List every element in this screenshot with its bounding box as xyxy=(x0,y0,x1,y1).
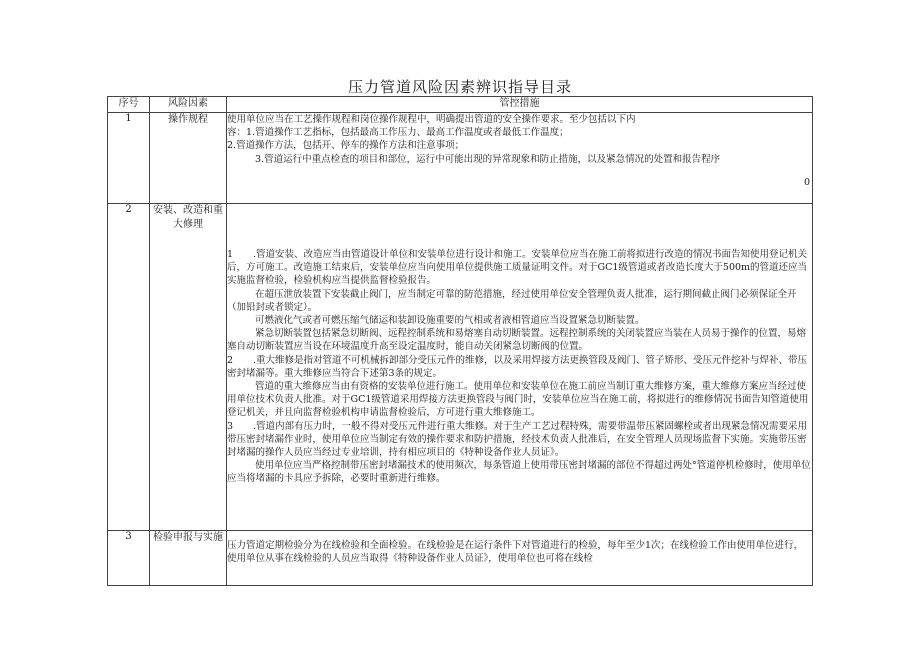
measure-item xyxy=(227,354,812,380)
row-measures xyxy=(227,204,813,531)
measure-line: .重大维修是指对管道不可机械拆卸部分受压元件的维修，以及采用焊接方法更换管段及阀门、管子矫形、受压元件挖补与焊补、带压密封堵漏等。重大维修应当符合下述第3条的规定。 xyxy=(227,354,808,379)
risk-table xyxy=(107,96,813,586)
table-row xyxy=(108,113,813,204)
measure-line: 在超压泄放装置下安装截止阀门，应当制定可靠的防范措施，经过使用单位安全管理负责人批准，运行期间截止阀门必须保证全开（加铅封或者锁定）。 xyxy=(227,288,797,313)
row-seq: 3 xyxy=(108,531,150,586)
row-seq: 1 xyxy=(108,113,150,204)
header-seq: 序号 xyxy=(108,97,150,113)
measure-line: 容：1.管道操作工艺指标，包括最高工作压力、最高工作温度或者最低工作温度； xyxy=(227,127,569,139)
measure-line: .管道安装、改造应当由管道设计单位和安装单位进行设计和施工。安装单位应当在施工前将拟进行改造的情况书面告知使用登记机关后，方可施工。改造施工结束后，安装单位应当向使用单位提供施工质量证明文件。对于GC1级管道或者改造长度大于500m的管道还应当实施监督检验，检验机构应当提供监督检验报告。 xyxy=(227,249,808,287)
measure-line: 使用单位应当严格控制带压密封堵漏技术的使用频次，每条管道上使用带压密封堵漏的部位不得超过两处°管道停机检修时，使用单位应当将堵漏的卡具应予拆除，必要时重新进行维修。 xyxy=(227,460,811,485)
header-measures: 管控措施 xyxy=(227,97,813,113)
measure-line: 3.管道运行中重点检查的项目和部位，运行中可能出现的异常现象和防止措施，以及紧急情况的处置和报告程序 xyxy=(255,153,721,165)
table-row xyxy=(108,204,813,531)
item-number: 1 xyxy=(227,249,234,260)
page-title: 压力管道风险因素辨识指导目录 xyxy=(347,78,572,96)
row-measures xyxy=(227,113,813,204)
row-seq: 2 xyxy=(108,204,150,531)
row-factor: 检验申报与实施 xyxy=(150,531,227,586)
row-factor: 安装、改造和重大修理 xyxy=(150,204,227,531)
measure-item xyxy=(227,248,812,288)
measure-line: 压力管道定期检验分为在线检验和全面检验。在线检验是在运行条件下对管道进行的检验，每年至少1次；在线检验工作由使用单位进行，使用单位从事在线检验的人员应当取得《特种设备作业人员证》，使用单位也可将在线检 xyxy=(227,540,804,565)
measure-line: 紧急切断装置包括紧急切断阀、远程控制系统和易熔塞自动切断装置。远程控制系统的关闭装置应当装在人员易于操作的位置，易熔塞自动切断装置应当设在环境温度升高至设定温度时，能自动关闭紧急切断阀的位置。 xyxy=(227,328,807,353)
table-row xyxy=(108,531,813,586)
row-factor: 操作规程 xyxy=(150,113,227,204)
measure-line: 管道的重大维修应当由有资格的安装单位进行施工。使用单位和安装单位在施工前应当制订重大维修方案，重大维修方案应当经过使用单位技术负责人批准。对于GC1级管道采用焊接方法更换管段与阀门时，安装单位应当在施工前，将拟进行的维修情况书面告知管道使用登记机关，并且向监督检验机构申请监督检验后，方可进行重大维修施工。 xyxy=(227,381,809,419)
item-number: 3 xyxy=(227,420,234,432)
row-measures xyxy=(227,531,813,586)
header-factor: 风险因素 xyxy=(150,97,227,113)
header-row xyxy=(108,97,813,113)
measure-line: 使用单位应当在工艺操作规程和岗位操作规程中，明确提出管道的安全操作要求。至少包括以下内 xyxy=(227,114,636,125)
measure-line: .管道内部有压力时，一般不得对受压元件进行重大维修。对于生产工艺过程特殊，需要带温带压紧固螺栓或者出现紧急情况需要采用带压密封堵漏作业时，使用单位应当制定有效的操作要求和防护措施，经技术负责人批准后，在安全管理人员现场监督下实施。实施带压密封堵漏的操作人员应当经过专业培训，持有相应项目的《特种设备作业人员证》。 xyxy=(227,420,808,459)
item-number: 2 xyxy=(227,354,234,366)
measure-line: 0 xyxy=(803,176,810,188)
measure-item xyxy=(227,420,812,460)
measure-line: 可燃液化气或者可燃压缩气储运和装卸设施重要的气相或者液相管道应当设置紧急切断装置。 xyxy=(255,315,645,327)
measure-line: 2.管道操作方法，包括开、停车的操作方法和注意事项； xyxy=(227,140,465,152)
